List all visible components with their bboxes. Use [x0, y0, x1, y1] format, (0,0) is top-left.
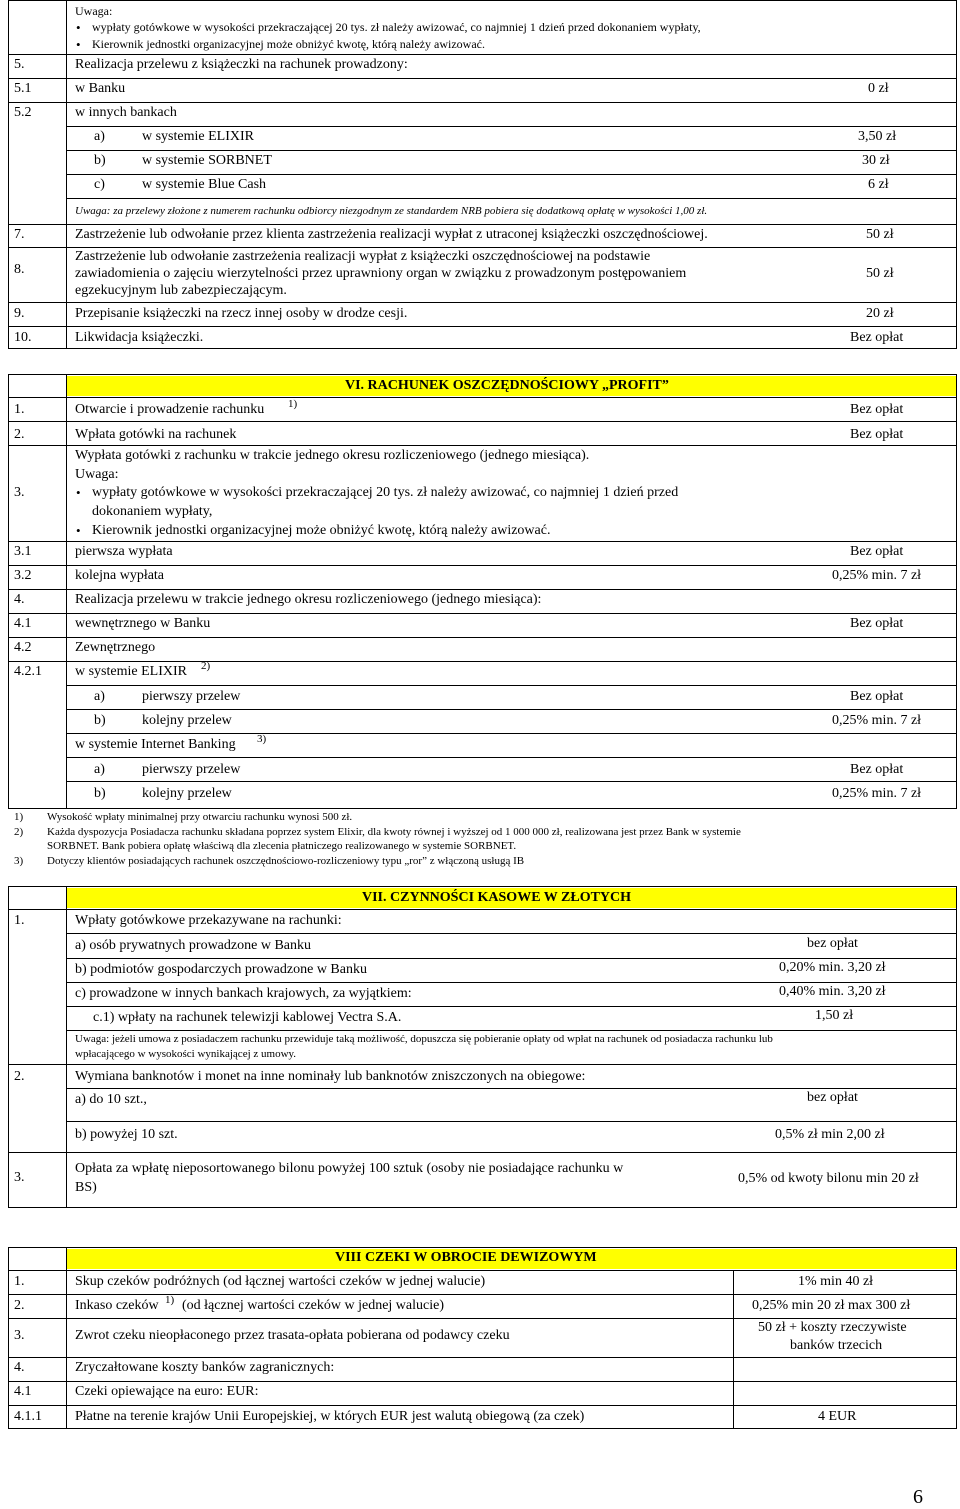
footnote-text: SORBNET. Bank pobiera opłatę właściwą dla zlecenia płatniczego realizowanego w systemie SORBNET. — [47, 840, 517, 852]
row-value: bez opłat — [807, 936, 858, 951]
column-divider — [66, 886, 67, 1208]
row-text: Skup czeków podróżnych (od łącznej wartości czeków w jednej walucie) — [75, 1274, 486, 1289]
row-divider — [8, 1152, 957, 1153]
row-divider — [8, 661, 957, 662]
row-number: 4.1.1 — [14, 1409, 42, 1424]
footnote-ref: 3) — [257, 733, 267, 745]
section-title: VII. CZYNNOŚCI KASOWE W ZŁOTYCH — [362, 890, 632, 905]
row-text: b) podmiotów gospodarczych prowadzone w Banku — [75, 962, 367, 977]
row-text: Inkaso czeków — [75, 1298, 159, 1313]
row-divider — [66, 198, 957, 199]
note-text: Uwaga: jeżeli umowa z posiadaczem rachunku przewiduje taką możliwość, dopuszcza się pobieranie opłaty od wpłat na rachunek od posiadacza rachunku lub — [75, 1033, 773, 1045]
row-value: 50 zł + koszty rzeczywiste — [758, 1320, 907, 1335]
row-number: 2. — [14, 427, 25, 442]
row-number: 1. — [14, 402, 25, 417]
row-divider — [8, 326, 957, 327]
row-text: egzekucyjnym lub zabezpieczającym. — [75, 283, 287, 298]
row-value: Bez opłat — [850, 616, 904, 631]
row-text: Wymiana banknotów i monet na inne nominały lub banknotów zniszczonych na obiegowe: — [75, 1069, 586, 1084]
row-value: 0,20% min. 3,20 zł — [779, 960, 886, 975]
footnote-number: 1) — [14, 811, 24, 823]
row-text: pierwsza wypłata — [75, 544, 173, 559]
row-value: 50 zł — [866, 227, 894, 242]
row-text: Czeki opiewające na euro: EUR: — [75, 1384, 259, 1399]
section-title: VIII CZEKI W OBROCIE DEWIZOWYM — [335, 1250, 597, 1265]
row-divider — [8, 1357, 957, 1358]
footnote-text: Każda dyspozycja Posiadacza rachunku składana poprzez system Elixir, dla kwoty równej i wyższej od 1 000 000 zł, realizowana jest przez Bank w systemie — [47, 826, 741, 838]
row-value: 0,5% zł min 2,00 zł — [775, 1127, 885, 1142]
row-number: 1. — [14, 1274, 25, 1289]
footnote-ref: 1) — [288, 398, 298, 410]
list-item: • Kierownik jednostki organizacyjnej może obniżyć kwotę, którą należy awizować. — [92, 37, 485, 52]
row-value: 1,50 zł — [815, 1008, 854, 1023]
row-divider — [66, 733, 957, 734]
row-text: w systemie ELIXIR — [75, 664, 187, 679]
row-text: pierwszy przelew — [142, 689, 241, 704]
row-number: 5.2 — [14, 105, 32, 120]
row-text: w systemie ELIXIR — [142, 129, 254, 144]
row-value: Bez opłat — [850, 762, 904, 777]
footnote-number: 2) — [14, 826, 24, 838]
row-divider — [66, 757, 957, 758]
row-text: Zastrzeżenie lub odwołanie zastrzeżenia realizacji wypłat z książeczki oszczędnościowej na podstawie — [75, 249, 651, 264]
row-number: 10. — [14, 330, 32, 345]
row-text: pierwszy przelew — [142, 762, 241, 777]
row-divider — [66, 174, 957, 175]
row-number: 2. — [14, 1069, 25, 1084]
row-value: 0,25% min. 7 zł — [832, 568, 922, 583]
row-text: Realizacja przelewu w trakcie jednego okresu rozliczeniowego (jednego miesiąca): — [75, 592, 542, 607]
row-number: 4.1 — [14, 1384, 32, 1399]
row-divider — [8, 78, 957, 79]
row-value: 6 zł — [868, 177, 889, 192]
row-letter: c) — [94, 177, 105, 192]
row-text: Zewnętrznego — [75, 640, 156, 655]
list-item: • Kierownik jednostki organizacyjnej może obniżyć kwotę, którą należy awizować. — [92, 523, 550, 539]
row-letter: a) — [94, 129, 105, 144]
row-divider — [66, 933, 957, 934]
row-divider — [66, 781, 957, 782]
footnote-text: Dotyczy klientów posiadających rachunek oszczędnościowo-rozliczeniowy typu „ror” z włączoną usługą IB — [47, 855, 525, 867]
row-text: Wpłata gotówki na rachunek — [75, 427, 237, 442]
row-number: 3. — [14, 1170, 25, 1185]
row-divider — [8, 565, 957, 566]
row-value: 3,50 zł — [858, 129, 897, 144]
row-divider — [8, 302, 957, 303]
row-text: w systemie SORBNET — [142, 153, 272, 168]
note-text: wpłacającego w wysokości wynikającej z umowy. — [75, 1048, 297, 1060]
row-text: Przepisanie książeczki na rzecz innej osoby w drodze cesji. — [75, 306, 408, 321]
row-letter: b) — [94, 786, 106, 801]
row-letter: b) — [94, 153, 106, 168]
row-divider — [66, 709, 957, 710]
row-value: 30 zł — [862, 153, 890, 168]
row-letter: a) — [94, 689, 105, 704]
row-divider — [8, 589, 957, 590]
note-text: Uwaga: za przelewy złożone z numerem rachunku odbiorcy niezgodnym ze standardem NRB pobiera się dodatkową opłatę w wysokości 1,00 zł. — [75, 205, 708, 217]
row-text: Zwrot czeku nieopłaconego przez trasata-opłata pobierana od podawcy czeku — [75, 1328, 510, 1343]
row-value: 0,5% od kwoty bilonu min 20 zł — [738, 1171, 919, 1186]
row-value: Bez opłat — [850, 427, 904, 442]
row-divider — [66, 1088, 957, 1089]
row-text: c.1) wpłaty na rachunek telewizji kablowej Vectra S.A. — [93, 1010, 402, 1025]
row-text: kolejna wypłata — [75, 568, 165, 583]
row-text: Opłata za wpłatę nieposortowanego bilonu powyżej 100 sztuk (osoby nie posiadające rachunku w — [75, 1161, 624, 1176]
row-number: 3.2 — [14, 568, 32, 583]
row-divider — [8, 102, 957, 103]
row-number: 8. — [14, 262, 25, 277]
row-divider — [8, 397, 957, 398]
row-value: 0,25% min 20 zł max 300 zł — [752, 1298, 911, 1313]
row-text: w systemie Internet Banking — [75, 737, 236, 752]
row-text: w Banku — [75, 81, 126, 96]
row-letter: a) — [94, 762, 105, 777]
row-text: zawiadomienia o zajęciu wierzytelności przez uprawniony organ w związku z prowadzonym postępowaniem — [75, 266, 687, 281]
row-divider — [8, 224, 957, 225]
row-text: Realizacja przelewu z książeczki na rachunek prowadzony: — [75, 57, 408, 72]
list-item: • wypłaty gotówkowe w wysokości przekraczającej 20 tys. zł należy awizować, co najmniej 1 dzień przed dokonaniem wypłaty, — [92, 20, 701, 35]
row-text: Wypłata gotówki z rachunku w trakcie jednego okresu rozliczeniowego (jednego miesiąca). — [75, 448, 590, 463]
list-item: • wypłaty gotówkowe w wysokości przekraczającej 20 tys. zł należy awizować, co najmniej 1 dzień przed — [92, 485, 678, 501]
row-text: w innych bankach — [75, 105, 177, 120]
row-number: 7. — [14, 227, 25, 242]
row-value: Bez opłat — [850, 689, 904, 704]
row-number: 2. — [14, 1298, 25, 1313]
row-divider — [8, 613, 957, 614]
row-number: 3. — [14, 485, 25, 500]
row-number: 4.1 — [14, 616, 32, 631]
uwaga-label: Uwaga: — [75, 4, 113, 18]
row-value: Bez opłat — [850, 402, 904, 417]
row-divider — [8, 1064, 957, 1065]
row-text: Otwarcie i prowadzenie rachunku — [75, 402, 265, 417]
page-number: 6 — [913, 1486, 923, 1508]
row-value: 0,25% min. 7 zł — [832, 786, 922, 801]
footnote-text: Wysokość wpłaty minimalnej przy otwarciu rachunku wynosi 500 zł. — [47, 811, 353, 823]
row-divider — [8, 909, 957, 910]
column-divider — [66, 374, 67, 809]
row-value: 20 zł — [866, 306, 894, 321]
row-letter: b) — [94, 713, 106, 728]
row-value: 4 EUR — [818, 1409, 857, 1424]
row-divider — [8, 1294, 957, 1295]
row-divider — [66, 1121, 957, 1122]
row-divider — [66, 1030, 957, 1031]
row-divider — [66, 150, 957, 151]
row-value: 0,25% min. 7 zł — [832, 713, 922, 728]
row-value: bez opłat — [807, 1090, 858, 1105]
row-divider — [8, 1381, 957, 1382]
row-divider — [66, 126, 957, 127]
row-text: (od łącznej wartości czeków w jednej walucie) — [182, 1298, 444, 1313]
row-text: wewnętrznego w Banku — [75, 616, 211, 631]
row-text: Zastrzeżenie lub odwołanie przez klienta zastrzeżenia realizacji wypłat z utraconej książeczki oszczędnościowej. — [75, 227, 708, 242]
row-text: kolejny przelew — [142, 786, 232, 801]
row-text: a) osób prywatnych prowadzone w Banku — [75, 938, 311, 953]
row-divider — [8, 421, 957, 422]
column-divider — [66, 1247, 67, 1429]
row-divider — [8, 1270, 957, 1271]
row-text: a) do 10 szt., — [75, 1092, 147, 1107]
row-number: 3. — [14, 1328, 25, 1343]
row-text: BS) — [75, 1180, 97, 1195]
row-value: Bez opłat — [850, 544, 904, 559]
list-item-continuation: dokonaniem wypłaty, — [92, 504, 213, 519]
row-number: 9. — [14, 306, 25, 321]
row-value: 0,40% min. 3,20 zł — [779, 984, 886, 999]
row-number: 3.1 — [14, 544, 32, 559]
row-divider — [8, 637, 957, 638]
table-border — [8, 886, 957, 1208]
row-divider — [8, 54, 957, 55]
row-text: Zryczałtowane koszty banków zagranicznych: — [75, 1360, 335, 1375]
row-text: kolejny przelew — [142, 713, 232, 728]
row-divider — [66, 982, 957, 983]
row-value: 0 zł — [868, 81, 889, 96]
row-number: 4. — [14, 1360, 25, 1375]
row-divider — [66, 958, 957, 959]
row-value: Bez opłat — [850, 330, 904, 345]
row-value: 1% min 40 zł — [798, 1274, 874, 1289]
row-number: 1. — [14, 913, 25, 928]
row-text: Płatne na terenie krajów Unii Europejskiej, w których EUR jest walutą obiegową (za czek) — [75, 1409, 585, 1424]
row-divider — [8, 445, 957, 446]
row-divider — [8, 1405, 957, 1406]
section-title: VI. RACHUNEK OSZCZĘDNOŚCIOWY „PROFIT” — [345, 378, 669, 393]
row-divider — [66, 1006, 957, 1007]
footnote-ref: 1) — [165, 1294, 175, 1306]
footnote-number: 3) — [14, 855, 24, 867]
row-value: banków trzecich — [790, 1338, 883, 1353]
row-divider — [8, 247, 957, 248]
row-number: 5.1 — [14, 81, 32, 96]
row-divider — [8, 541, 957, 542]
row-number: 4.2 — [14, 640, 32, 655]
row-text: w systemie Blue Cash — [142, 177, 267, 192]
uwaga-label: Uwaga: — [75, 467, 119, 482]
row-number: 5. — [14, 57, 25, 72]
row-value: 50 zł — [866, 266, 894, 281]
row-text: Wpłaty gotówkowe przekazywane na rachunki: — [75, 913, 342, 928]
row-number: 4. — [14, 592, 25, 607]
row-text: Likwidacja książeczki. — [75, 330, 204, 345]
row-divider — [66, 685, 957, 686]
row-text: c) prowadzone w innych bankach krajowych, za wyjątkiem: — [75, 986, 412, 1001]
row-number: 4.2.1 — [14, 664, 42, 679]
row-divider — [8, 1318, 957, 1319]
footnote-ref: 2) — [201, 660, 211, 672]
row-text: b) powyżej 10 szt. — [75, 1127, 178, 1142]
